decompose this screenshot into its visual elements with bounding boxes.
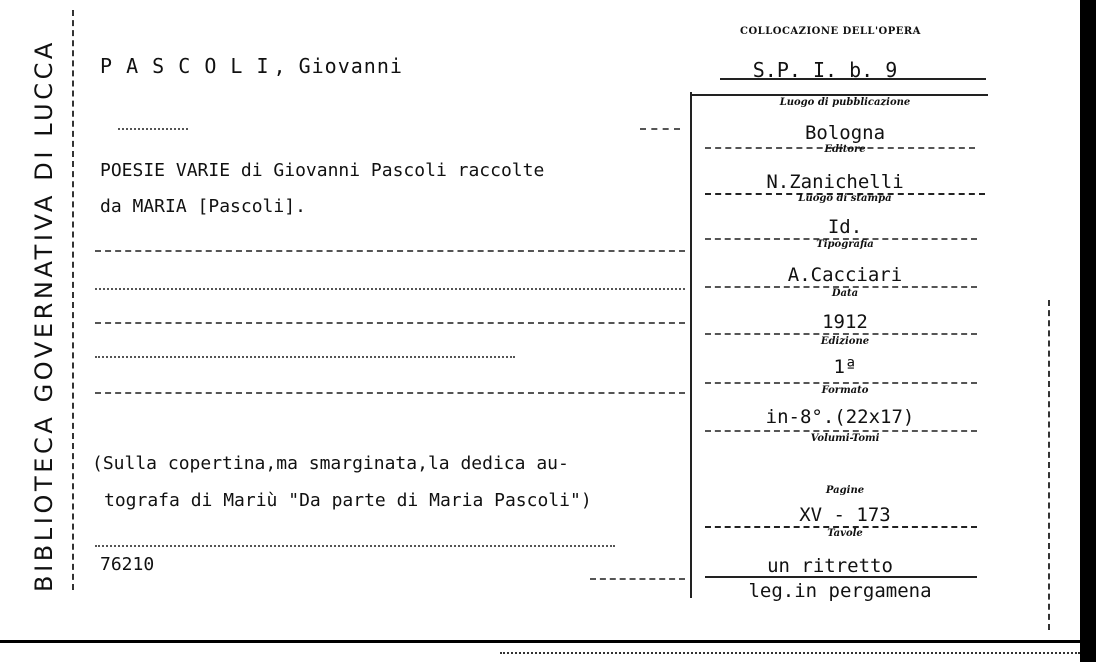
left-margin-line [72, 10, 74, 590]
dash-line [95, 288, 685, 290]
label-printer: Tipografia [816, 239, 874, 250]
author-heading [100, 54, 403, 78]
note-line-1: (Sulla copertina,ma smarginata,la dedica au- [92, 453, 569, 474]
dash-line [705, 333, 977, 335]
binding: leg.in pergamena [748, 580, 932, 602]
collocation-heading: COLLOCAZIONE DELL'OPERA [740, 26, 921, 37]
scan-edge-right [1080, 0, 1096, 662]
label-publisher: Editore [824, 144, 866, 155]
right-edge-line [1048, 300, 1050, 630]
dash-line [95, 392, 685, 394]
title-line-2: da MARIA [Pascoli]. [100, 196, 306, 217]
right-box-top [690, 94, 988, 96]
author-given-name: Giovanni [298, 54, 403, 78]
note-line-2: tografa di Mariù "Da parte di Maria Pascoli") [104, 490, 592, 511]
label-plates: Tavole [827, 528, 863, 539]
author-surname: P A S C O L I [100, 54, 270, 78]
shelfmark-underline [720, 78, 986, 80]
label-edition: Edizione [820, 336, 870, 347]
dash-line [95, 250, 685, 252]
label-place-of-printing: Luogo di stampa [798, 193, 892, 204]
label-place-of-publication: Luogo di pubblicazione [779, 97, 911, 108]
shelfmark: S.P. I. b. 9 [752, 58, 898, 82]
label-volumes: Volumi-Tomi [810, 433, 880, 444]
inventory-number: 76210 [100, 554, 155, 575]
scan-noise-bottom [500, 652, 1080, 654]
scan-edge-bottom [0, 640, 1096, 643]
value-plates: un ritretto [767, 555, 893, 577]
dash-line [118, 128, 188, 130]
value-place-of-publication: Bologna [804, 122, 886, 144]
dash-line [590, 578, 685, 580]
title-line-1: POESIE VARIE di Giovanni Pascoli raccolte [100, 160, 545, 181]
value-publisher: N.Zanichelli [766, 171, 904, 193]
label-pages: Pagine [825, 485, 865, 496]
value-printer: A.Cacciari [787, 264, 903, 286]
value-edition: 1ª [833, 356, 857, 378]
value-format: in-8°.(22x17) [765, 406, 915, 428]
value-pages: XV - 173 [799, 504, 891, 526]
value-place-of-printing: Id. [827, 216, 863, 238]
plates-underline [705, 576, 977, 578]
right-box-border [690, 92, 692, 598]
label-date: Data [831, 288, 859, 299]
label-format: Formato [821, 385, 869, 396]
dash-line [95, 545, 615, 547]
library-name-vertical: BIBLIOTECA GOVERNATIVA DI LUCCA [30, 39, 58, 592]
dash-line [95, 322, 685, 324]
dash-line [705, 382, 977, 384]
dash-line [640, 128, 680, 130]
value-date: 1912 [822, 311, 868, 333]
author-separator: , [273, 54, 287, 78]
dash-line [95, 356, 515, 358]
dash-line [705, 430, 977, 432]
